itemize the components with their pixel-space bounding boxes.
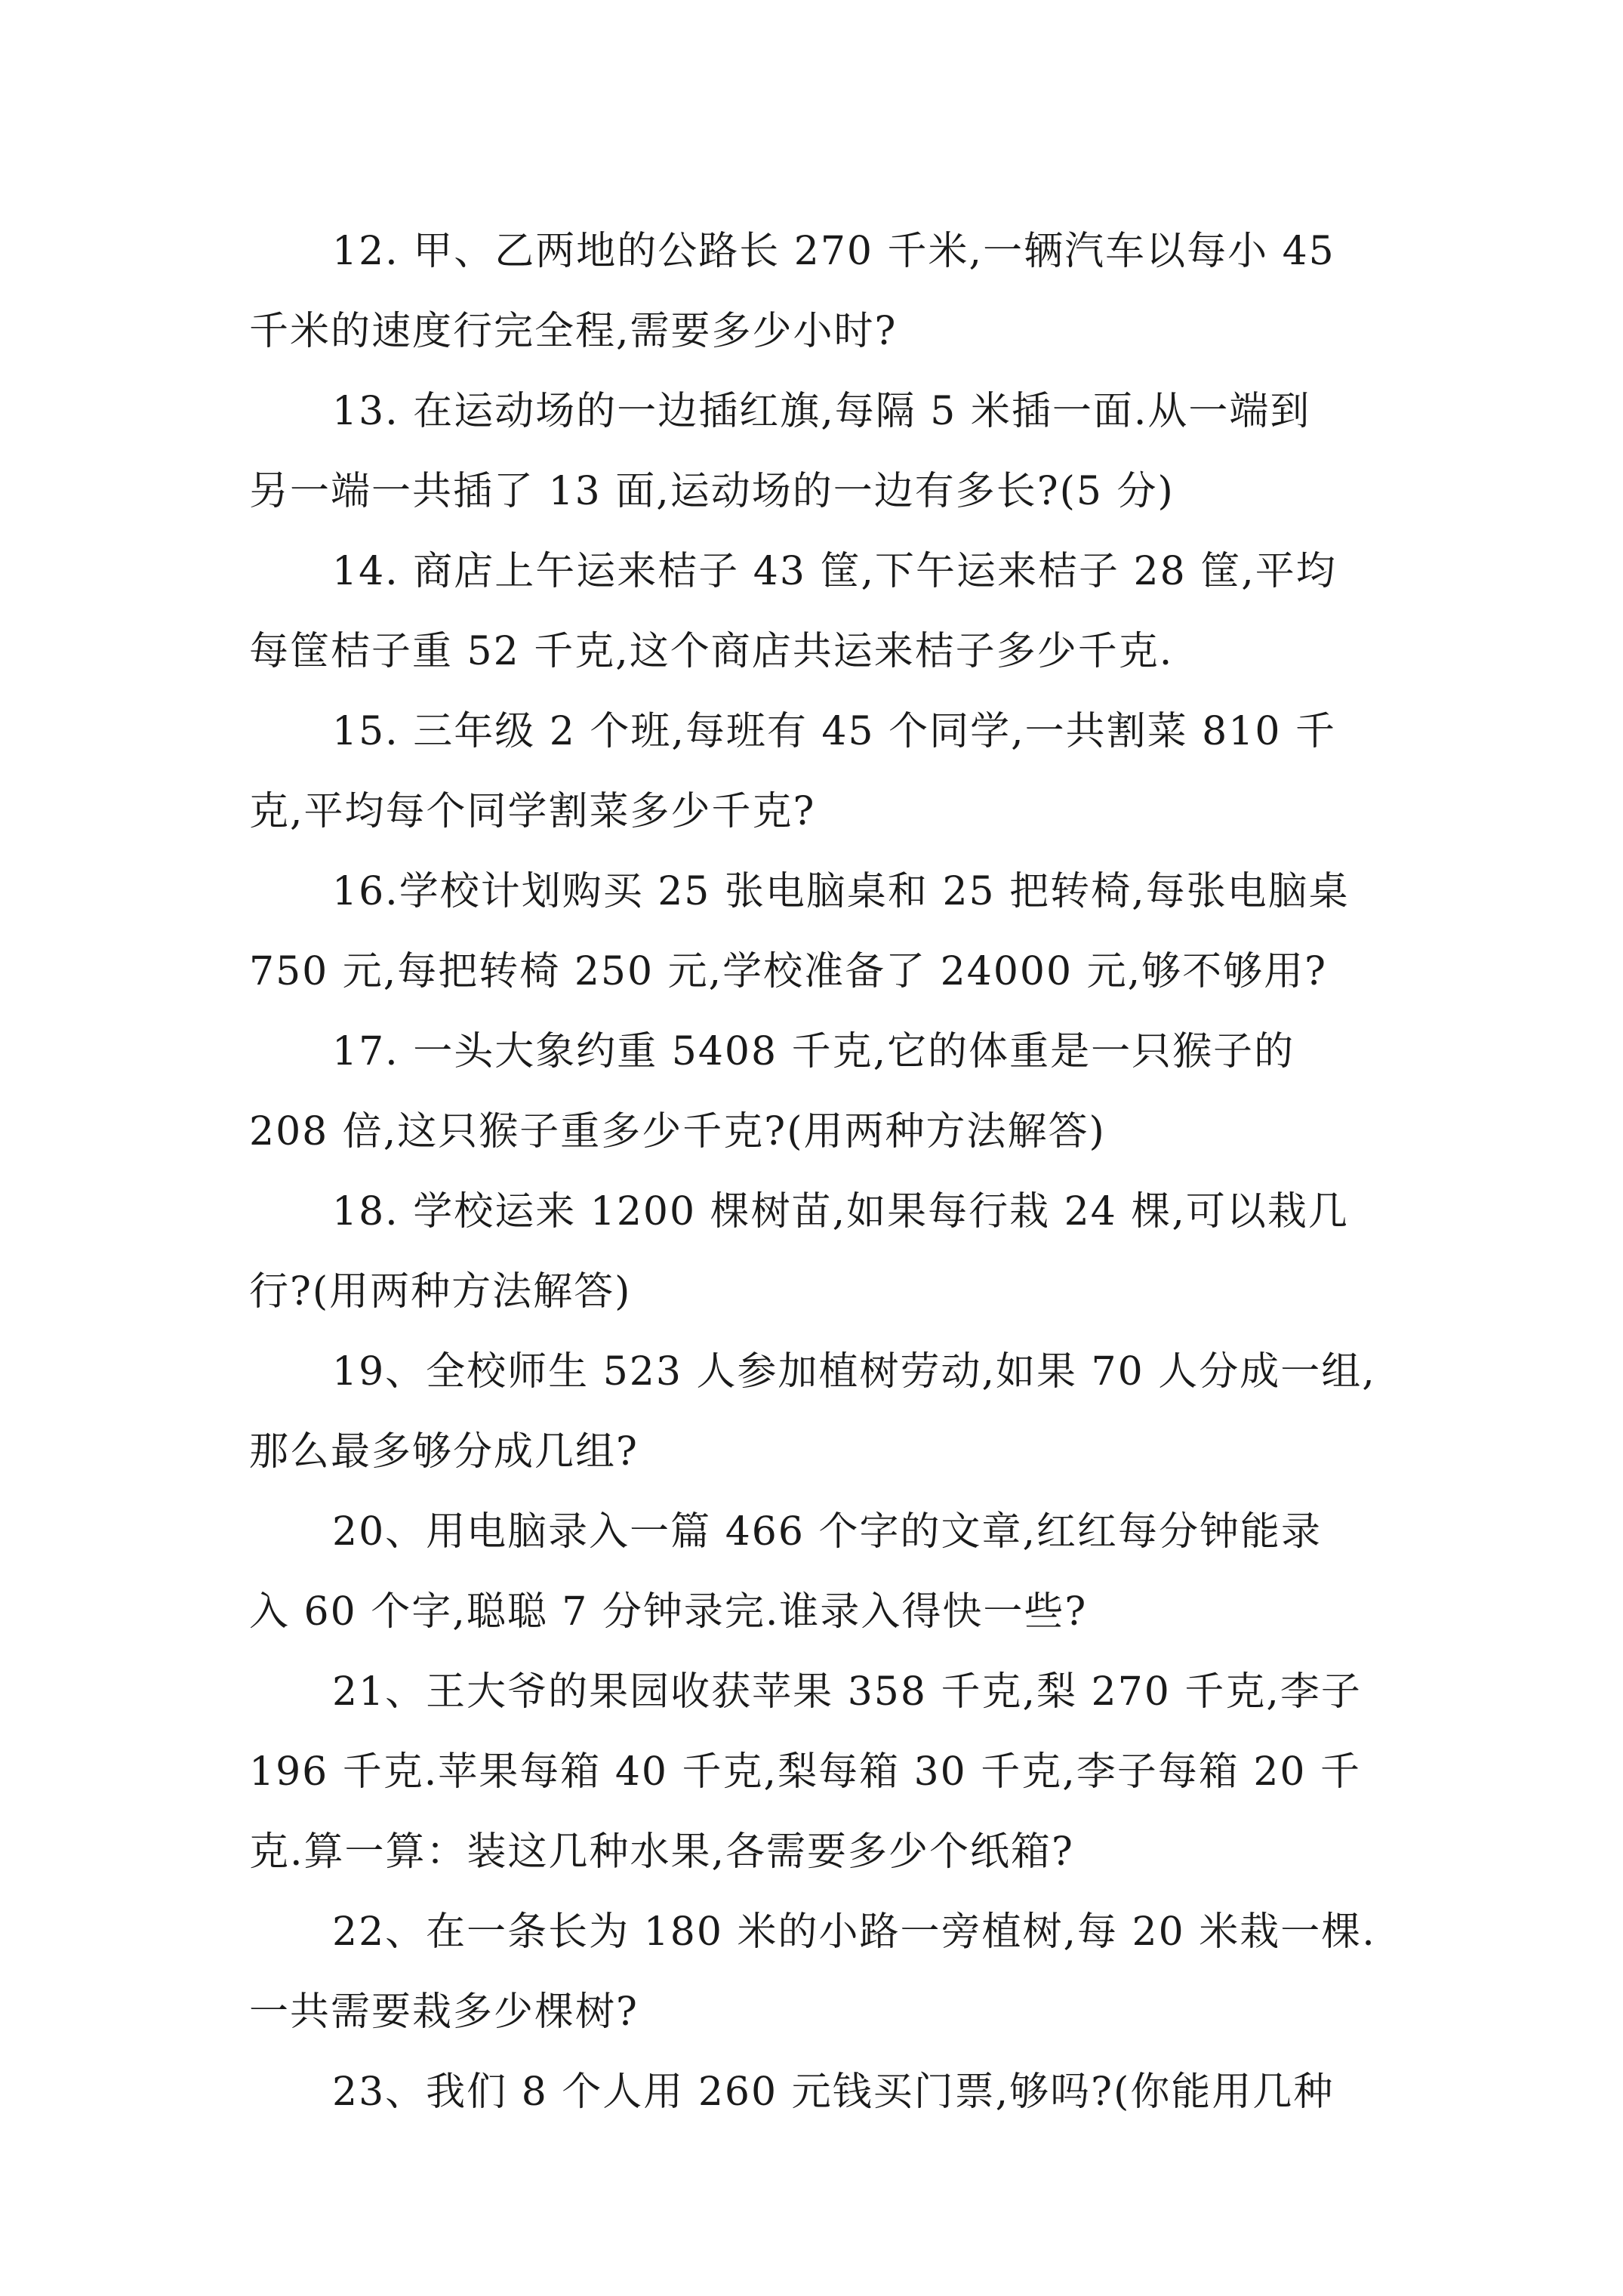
problem-14-line-2: 每筐桔子重 52 千克,这个商店共运来桔子多少千克. (249, 629, 1174, 674)
problem-18-line-1: 18. 学校运来 1200 棵树苗,如果每行栽 24 棵,可以栽几 (332, 1189, 1349, 1234)
problem-16-line-1: 16.学校计划购买 25 张电脑桌和 25 把转椅,每张电脑桌 (332, 869, 1350, 914)
problem-19-line-2: 那么最多够分成几组? (249, 1429, 639, 1475)
problem-17-line-1: 17. 一头大象约重 5408 千克,它的体重是一只猴子的 (332, 1029, 1295, 1074)
problem-12-line-2: 千米的速度行完全程,需要多少小时? (249, 309, 898, 354)
problem-18-line-2: 行?(用两种方法解答) (249, 1269, 632, 1314)
problem-17-line-2: 208 倍,这只猴子重多少千克?(用两种方法解答) (249, 1109, 1106, 1154)
problem-23-line-1: 23、我们 8 个人用 260 元钱买门票,够吗?(你能用几种 (332, 2069, 1335, 2115)
problem-13-line-2: 另一端一共插了 13 面,运动场的一边有多长?(5 分) (249, 469, 1175, 514)
problem-15-line-1: 15. 三年级 2 个班,每班有 45 个同学,一共割菜 810 千 (332, 709, 1336, 754)
problem-14-line-1: 14. 商店上午运来桔子 43 筐,下午运来桔子 28 筐,平均 (332, 549, 1337, 594)
problem-22-line-1: 22、在一条长为 180 米的小路一旁植树,每 20 米栽一棵. (332, 1909, 1376, 1955)
problem-15-line-2: 克,平均每个同学割菜多少千克? (249, 789, 816, 834)
problem-12-line-1: 12. 甲、乙两地的公路长 270 千米,一辆汽车以每小 45 (332, 229, 1335, 274)
problem-19-line-1: 19、全校师生 523 人参加植树劳动,如果 70 人分成一组, (332, 1349, 1376, 1395)
document-body (249, 211, 1397, 2132)
problem-21-line-2: 196 千克.苹果每箱 40 千克,梨每箱 30 千克,李子每箱 20 千 (249, 1749, 1362, 1795)
problem-20-line-1: 20、用电脑录入一篇 466 个字的文章,红红每分钟能录 (332, 1509, 1323, 1555)
problem-21-line-3: 克.算一算：装这几种水果,各需要多少个纸箱? (249, 1829, 1074, 1875)
problem-22-line-2: 一共需要栽多少棵树? (249, 1989, 639, 2035)
problem-13-line-1: 13. 在运动场的一边插红旗,每隔 5 米插一面.从一端到 (332, 389, 1311, 434)
problem-21-line-1: 21、王大爷的果园收获苹果 358 千克,梨 270 千克,李子 (332, 1669, 1362, 1715)
problem-16-line-2: 750 元,每把转椅 250 元,学校准备了 24000 元,够不够用? (249, 949, 1328, 994)
problem-20-line-2: 入 60 个字,聪聪 7 分钟录完.谁录入得快一些? (249, 1589, 1088, 1635)
